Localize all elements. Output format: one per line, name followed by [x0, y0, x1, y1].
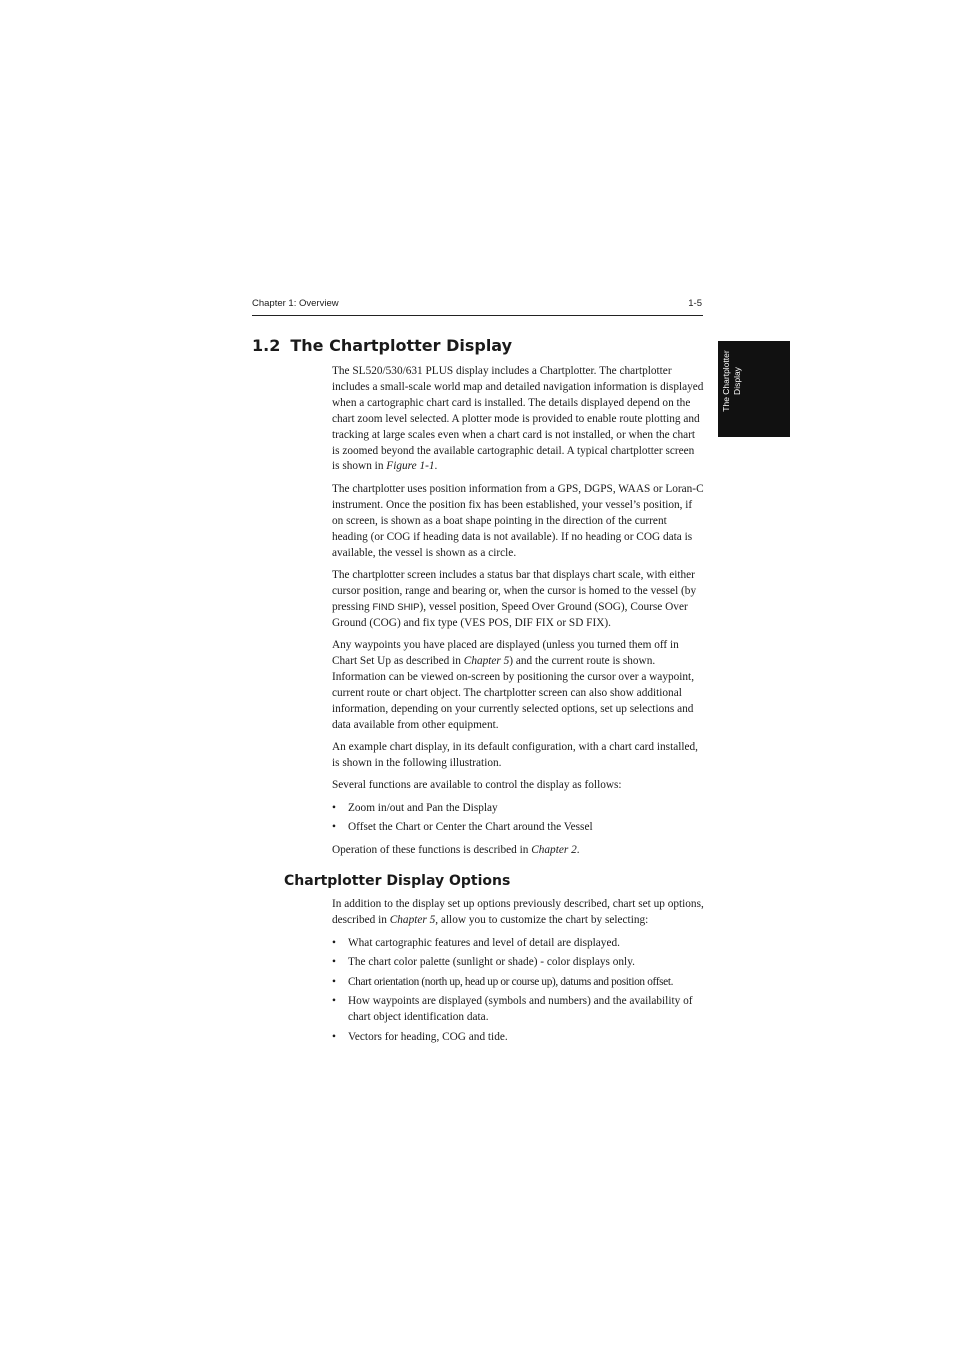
paragraph-text-end: .	[434, 460, 438, 473]
paragraph-text-end: ) and the current route is shown. Information can be viewed on-screen by positioning the cursor over a waypoint, current route or chart object. The chartplotter screen can also show additional information, depending on your currently selected options, set up selections and data available from other equipment.	[332, 654, 695, 731]
list-item: • The chart color palette (sunlight or shade) - color displays only.	[332, 956, 635, 969]
chapter-label: Chapter 1: Overview	[252, 298, 339, 309]
page-header	[252, 297, 703, 316]
thumb-tab-label	[718, 341, 790, 437]
list-item: • What cartographic features and level of detail are displayed.	[332, 937, 620, 949]
section-heading	[252, 336, 512, 355]
chapter-reference: Chapter 5	[463, 654, 510, 667]
paragraph-text: The chartplotter screen includes a status bar that displays chart scale, with either cursor position, range and bearing or, when the cursor is homed to the vessel (by pressing	[332, 569, 697, 613]
paragraph-intro	[332, 364, 704, 475]
options-list	[332, 936, 704, 1045]
list-item: • How waypoints are displayed (symbols and numbers) and the availability of chart object identification data.	[332, 995, 693, 1024]
paragraph-text: In addition to the display set up options previously described, chart set up options, described in	[332, 898, 704, 926]
section-number: 1.2	[252, 336, 281, 355]
paragraph-text: The SL520/530/631 PLUS display includes a Chartplotter. The chartplotter includes a small-scale world map and detailed navigation information is displayed when a cartographic chart card is installed. The details displayed depend on the chart zoom level selected. A plotter mode is provided to enable route plotting and tracking at large scales even when a chart card is not installed, or when the chart is zoomed beyond the available cartographic detail. A typical chartplotter screen is shown in	[332, 365, 704, 473]
list-item: • Offset the Chart or Center the Chart around the Vessel	[332, 820, 593, 833]
list-item: • Chart orientation (north up, head up or course up), datums and position offset.	[332, 975, 674, 988]
thumb-tab-line-2: Display	[732, 367, 742, 395]
page-number: 1-5	[688, 298, 702, 309]
section-title-text: The Chartplotter Display	[290, 336, 513, 355]
paragraph-waypoints	[332, 638, 704, 733]
paragraph-text: Operation of these functions is described in	[332, 844, 532, 856]
paragraph-example: An example chart display, in its default configuration, with a chart card installed, is shown in the following illustration.	[332, 741, 698, 769]
key-label: FIND SHIP	[372, 601, 420, 613]
paragraph-text-end: ), vessel position, Speed Over Ground (SOG), Course Over Ground (COG) and fix type (VES POS, DIF FIX or SD FIX).	[332, 600, 688, 629]
chapter-thumb-tab	[718, 341, 790, 437]
chapter-reference: Chapter 2	[531, 844, 577, 856]
subsection-heading: Chartplotter Display Options	[284, 873, 511, 889]
paragraph-position-info: The chartplotter uses position information from a GPS, DGPS, WAAS or Loran-C instrument. Once the position fix has been established, your vessel’s position, if on screen, is shown as a boat shape pointing in the direction of the current heading (or COG if heading data is not available). If no heading or COG data is available, the vessel is shown as a circle.	[332, 483, 704, 559]
paragraph-text-end: .	[576, 844, 580, 856]
list-item: • Zoom in/out and Pan the Display	[332, 802, 498, 814]
list-item: • Vectors for heading, COG and tide.	[332, 1030, 508, 1043]
chapter-reference: Chapter 5	[389, 913, 436, 926]
thumb-tab-line-1: The Chartplotter	[721, 350, 731, 412]
functions-list	[332, 801, 704, 836]
paragraph-options-intro	[332, 897, 704, 929]
paragraph-status-bar	[332, 568, 704, 632]
paragraph-text: Any waypoints you have placed are displayed (unless you turned them off in Chart Set Up as described in	[332, 639, 679, 667]
figure-reference: Figure 1-1	[386, 460, 435, 473]
paragraph-functions: Several functions are available to control the display as follows:	[332, 779, 622, 791]
paragraph-operation	[332, 843, 704, 859]
paragraph-text-end: , allow you to customize the chart by selecting:	[435, 913, 649, 926]
